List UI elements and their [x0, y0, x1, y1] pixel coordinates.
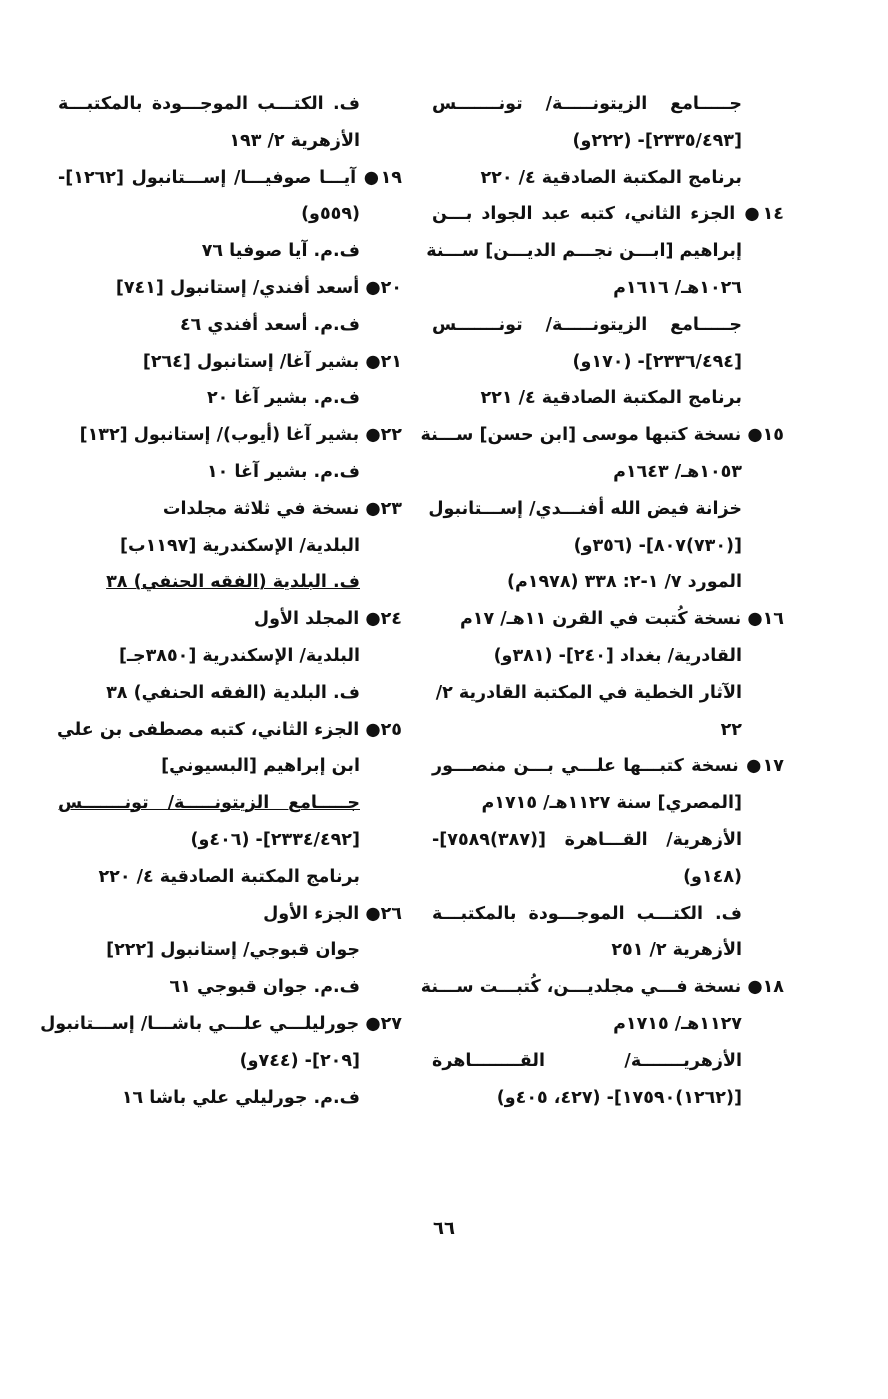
text-line: ف.م. بشير آغا ٢٠ [206, 388, 360, 409]
text-line: ف. البلدية (الفقه الحنفي) ٣٨ [106, 572, 360, 593]
right-column [420, 86, 784, 1116]
text-line: [٢٠٩]- (٧٤٤و) [239, 1050, 360, 1071]
text-line: (١٤٨و) [683, 866, 742, 887]
text-line: برنامج المكتبة الصادقية ٤/ ٢٢٠ [98, 866, 360, 887]
text-line: المورد ٧/ ١-٢: ٣٣٨ (١٩٧٨م) [506, 572, 742, 593]
text-line: الأزهريـــــــة/ القــــــــاهرة [432, 1050, 742, 1071]
text-line: البلدية/ الإسكندرية [٣٨٥٠جـ] [119, 645, 360, 666]
text-line: جـــــامع الزيتونـــــة/ تونـــــــس [432, 94, 742, 114]
text-line: [(٧٣٠)٨٠٧]- (٣٥٦و) [573, 535, 742, 556]
text-line: ف.م. بشير آغا ١٠ [206, 461, 360, 482]
text-line: [(١٢٦٢)١٧٥٩٠]- (٤٢٧، ٤٠٥و) [496, 1087, 742, 1108]
entry-line: ٢٧● جورليلـــي علـــي باشـــا/ إســـتانبول [40, 1013, 402, 1034]
entry-line: ٢٦● الجزء الأول [263, 903, 402, 924]
text-line: جوان قبوجي/ إستانبول [٢٢٢] [106, 940, 360, 961]
text-line: ١٠٥٣هـ/ ١٦٤٣م [613, 461, 742, 482]
text-line: ف.م. آيا صوفيا ٧٦ [201, 241, 360, 262]
text-line: البلدية/ الإسكندرية [١١٩٧ب] [120, 535, 360, 556]
text-line: ف.م. جوان قبوجي ٦١ [169, 977, 360, 998]
entry-line: ١٨● نسخة فـــي مجلديـــن، كُتبـــت ســـنة [420, 977, 784, 998]
text-line: جـــــامع الزيتونـــــة/ تونـــــــس [432, 314, 742, 335]
entry-line: ٢٥● الجزء الثاني، كتبه مصطفى بن علي [56, 719, 402, 740]
text-line: القادرية/ بغداد [٢٤٠]- (٣٨١و) [493, 645, 742, 666]
text-line: ف. البلدية (الفقه الحنفي) ٣٨ [106, 682, 360, 703]
text-line: ف. الكتـــب الموجـــودة بالمكتبـــة [432, 903, 742, 924]
entry-line: ١٩● آيـــا صوفيـــا/ إســـتانبول [١٢٦٢]- [58, 167, 402, 188]
text-line: [٢٣٣٦/٤٩٤]- (١٧٠و) [572, 351, 742, 372]
text-line: ١١٢٧هـ/ ١٧١٥م [613, 1013, 742, 1034]
text-line: إبراهيم [ابـــن نجـــم الديـــن] ســـنة [426, 241, 742, 262]
text-line: ١٠٢٦هـ/ ١٦١٦م [613, 277, 742, 298]
text-line: ف.م. أسعد أفندي ٤٦ [179, 314, 360, 335]
text-line: الأزهرية ٢/ ١٩٣ [229, 130, 360, 151]
text-line: ٢٢ [720, 719, 742, 740]
entry-line: ٢٤● المجلد الأول [253, 609, 402, 630]
entry-line: ١٤● الجزء الثاني، كتبه عبد الجواد بـــن [432, 204, 784, 225]
entry-line: ١٦● نسخة كُتبت في القرن ١١هـ/ ١٧م [459, 609, 784, 630]
entry-line: ١٧● نسخة كتبـــها علـــي بـــن منصـــور [432, 756, 784, 777]
entry-line: ٢٠● أسعد أفندي/ إستانبول [٧٤١] [115, 277, 402, 298]
text-line: ف.م. جورليلي علي باشا ١٦ [121, 1087, 360, 1108]
text-line: [٢٣٣٤/٤٩٢]- (٤٠٦و) [190, 829, 360, 850]
entry-line: ٢١● بشير آغا/ إستانبول [٢٦٤] [142, 351, 402, 372]
text-line: الأزهرية ٢/ ٢٥١ [611, 940, 742, 961]
text-line: الأزهرية/ القـــاهرة [(٣٨٧)٧٥٨٩]- [432, 829, 742, 850]
text-line: ابن إبراهيم [البسيوني] [161, 756, 360, 777]
text-line: ف. الكتـــب الموجـــودة بالمكتبـــة [58, 94, 360, 114]
entry-line: ١٥● نسخة كتبها موسى [ابن حسن] ســـنة [420, 425, 784, 446]
text-line: [٢٣٣٥/٤٩٣]- (٢٢٢و) [572, 130, 742, 151]
left-column [40, 86, 402, 1116]
entry-line: ٢٢● بشير آغا (أيوب)/ إستانبول [١٣٢] [79, 425, 402, 446]
text-line: [المصري] سنة ١١٢٧هـ/ ١٧١٥م [481, 793, 742, 814]
text-line: برنامج المكتبة الصادقية ٤/ ٢٢١ [480, 388, 742, 409]
text-line: برنامج المكتبة الصادقية ٤/ ٢٢٠ [480, 167, 742, 188]
page-number: ٦٦ [433, 1218, 455, 1239]
entry-line: ٢٣● نسخة في ثلاثة مجلدات [162, 498, 402, 519]
text-line: الآثار الخطية في المكتبة القادرية ٢/ [435, 682, 742, 703]
text-line: خزانة فيض الله أفنـــدي/ إســـتانبول [428, 498, 742, 519]
text-line: جـــــامع الزيتونـــــة/ تونـــــــس [58, 793, 360, 814]
text-line: (٥٥٩و) [301, 204, 360, 225]
